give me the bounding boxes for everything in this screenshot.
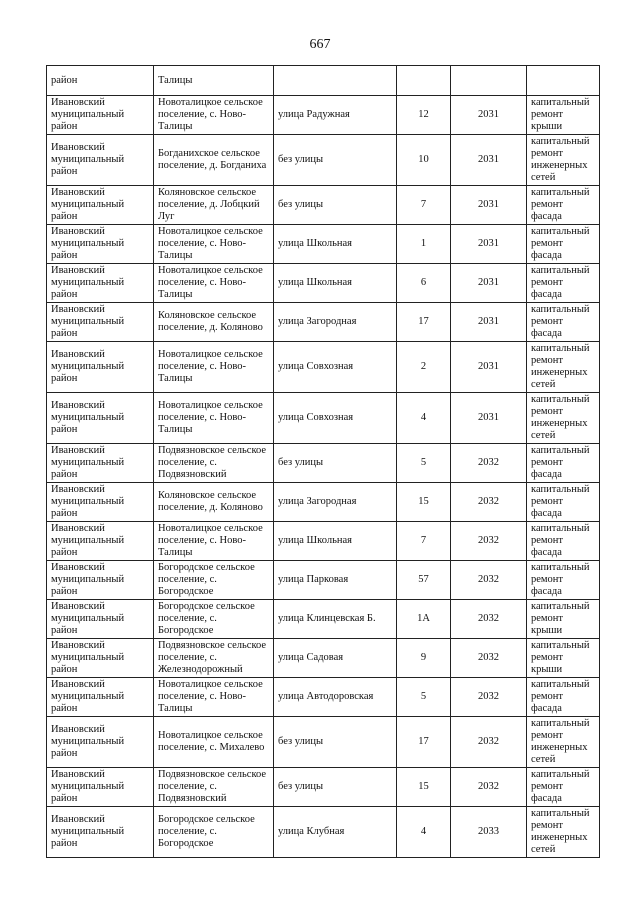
work-type-cell: капитальный ремонт инженерных сетей xyxy=(527,393,600,444)
year-cell: 2032 xyxy=(451,561,527,600)
year-cell: 2033 xyxy=(451,807,527,858)
year-cell: 2031 xyxy=(451,264,527,303)
house-number-cell: 7 xyxy=(397,186,451,225)
house-number-cell: 7 xyxy=(397,522,451,561)
work-type-cell: капитальный ремонт фасада xyxy=(527,483,600,522)
district-cell: Ивановский муниципальный район xyxy=(47,225,154,264)
work-type-cell: капитальный ремонт фасада xyxy=(527,522,600,561)
work-type-cell: капитальный ремонт инженерных сетей xyxy=(527,342,600,393)
year-cell: 2032 xyxy=(451,678,527,717)
table-row xyxy=(47,561,600,600)
district-cell: Ивановский муниципальный район xyxy=(47,96,154,135)
settlement-cell: Богородское сельское поселение, с. Богородское xyxy=(154,807,274,858)
settlement-cell: Новоталицкое сельское поселение, с. Михалево xyxy=(154,717,274,768)
house-number-cell: 17 xyxy=(397,717,451,768)
work-type-cell: капитальный ремонт фасада xyxy=(527,303,600,342)
street-cell: улица Школьная xyxy=(274,264,397,303)
settlement-cell: Богданихское сельское поселение, д. Богданиха xyxy=(154,135,274,186)
year-cell: 2032 xyxy=(451,600,527,639)
year-cell: 2031 xyxy=(451,342,527,393)
settlement-cell: Коляновское сельское поселение, д. Коляново xyxy=(154,303,274,342)
street-cell: без улицы xyxy=(274,135,397,186)
year-cell: 2031 xyxy=(451,303,527,342)
house-number-cell: 1А xyxy=(397,600,451,639)
house-number-cell: 57 xyxy=(397,561,451,600)
street-cell: улица Автодоровская xyxy=(274,678,397,717)
street-cell: без улицы xyxy=(274,768,397,807)
house-number-cell: 5 xyxy=(397,678,451,717)
street-cell: улица Совхозная xyxy=(274,342,397,393)
house-number-cell: 15 xyxy=(397,483,451,522)
table-row-continuation xyxy=(47,66,600,96)
work-type-cell: капитальный ремонт фасада xyxy=(527,186,600,225)
year-cell: 2032 xyxy=(451,768,527,807)
district-cell: Ивановский муниципальный район xyxy=(47,561,154,600)
house-number-cell: 15 xyxy=(397,768,451,807)
district-cell: Ивановский муниципальный район xyxy=(47,393,154,444)
work-type-cell: капитальный ремонт фасада xyxy=(527,561,600,600)
work-type-cell: капитальный ремонт крыши xyxy=(527,600,600,639)
table-row xyxy=(47,678,600,717)
district-cell: Ивановский муниципальный район xyxy=(47,303,154,342)
settlement-cell: Талицы xyxy=(154,66,274,96)
settlement-cell: Подвязновское сельское поселение, с. Подвязновский xyxy=(154,444,274,483)
house-number-cell: 5 xyxy=(397,444,451,483)
year-cell: 2031 xyxy=(451,96,527,135)
settlement-cell: Коляновское сельское поселение, д. Коляново xyxy=(154,483,274,522)
settlement-cell: Новоталицкое сельское поселение, с. Ново-Талицы xyxy=(154,678,274,717)
year-cell: 2031 xyxy=(451,225,527,264)
table-row xyxy=(47,807,600,858)
street-cell: без улицы xyxy=(274,186,397,225)
district-cell: Ивановский муниципальный район xyxy=(47,678,154,717)
work-type-cell: капитальный ремонт фасада xyxy=(527,225,600,264)
district-cell: Ивановский муниципальный район xyxy=(47,807,154,858)
street-cell: без улицы xyxy=(274,717,397,768)
street-cell: улица Клинцевская Б. xyxy=(274,600,397,639)
street-cell: улица Радужная xyxy=(274,96,397,135)
year-cell: 2032 xyxy=(451,717,527,768)
settlement-cell: Коляновское сельское поселение, д. Лобцкий Луг xyxy=(154,186,274,225)
house-number-cell xyxy=(397,66,451,96)
year-cell: 2032 xyxy=(451,522,527,561)
street-cell: улица Школьная xyxy=(274,225,397,264)
year-cell: 2032 xyxy=(451,483,527,522)
year-cell: 2032 xyxy=(451,444,527,483)
settlement-cell: Богородское сельское поселение, с. Богородское xyxy=(154,600,274,639)
district-cell: Ивановский муниципальный район xyxy=(47,135,154,186)
street-cell: улица Парковая xyxy=(274,561,397,600)
house-number-cell: 6 xyxy=(397,264,451,303)
house-number-cell: 9 xyxy=(397,639,451,678)
district-cell: Ивановский муниципальный район xyxy=(47,639,154,678)
table-row xyxy=(47,342,600,393)
work-type-cell: капитальный ремонт фасада xyxy=(527,444,600,483)
house-number-cell: 12 xyxy=(397,96,451,135)
work-type-cell: капитальный ремонт инженерных сетей xyxy=(527,135,600,186)
settlement-cell: Подвязновское сельское поселение, с. Подвязновский xyxy=(154,768,274,807)
table-row xyxy=(47,444,600,483)
street-cell: без улицы xyxy=(274,444,397,483)
house-number-cell: 2 xyxy=(397,342,451,393)
street-cell: улица Клубная xyxy=(274,807,397,858)
settlement-cell: Подвязновское сельское поселение, с. Железнодорожный xyxy=(154,639,274,678)
settlement-cell: Новоталицкое сельское поселение, с. Ново-Талицы xyxy=(154,342,274,393)
street-cell: улица Совхозная xyxy=(274,393,397,444)
district-cell: Ивановский муниципальный район xyxy=(47,600,154,639)
house-number-cell: 17 xyxy=(397,303,451,342)
year-cell xyxy=(451,66,527,96)
table-row xyxy=(47,483,600,522)
street-cell: улица Загородная xyxy=(274,483,397,522)
repair-schedule-table xyxy=(46,65,600,858)
settlement-cell: Новоталицкое сельское поселение, с. Ново-Талицы xyxy=(154,522,274,561)
table-row xyxy=(47,96,600,135)
street-cell: улица Загородная xyxy=(274,303,397,342)
district-cell: Ивановский муниципальный район xyxy=(47,342,154,393)
table-row xyxy=(47,135,600,186)
street-cell: улица Садовая xyxy=(274,639,397,678)
settlement-cell: Новоталицкое сельское поселение, с. Ново-Талицы xyxy=(154,393,274,444)
table-row xyxy=(47,225,600,264)
house-number-cell: 1 xyxy=(397,225,451,264)
work-type-cell: капитальный ремонт инженерных сетей xyxy=(527,717,600,768)
table-row xyxy=(47,522,600,561)
table-row xyxy=(47,264,600,303)
table-row xyxy=(47,639,600,678)
table-row xyxy=(47,303,600,342)
settlement-cell: Новоталицкое сельское поселение, с. Ново-Талицы xyxy=(154,225,274,264)
work-type-cell: капитальный ремонт крыши xyxy=(527,639,600,678)
district-cell: Ивановский муниципальный район xyxy=(47,768,154,807)
street-cell xyxy=(274,66,397,96)
district-cell: Ивановский муниципальный район xyxy=(47,444,154,483)
year-cell: 2031 xyxy=(451,186,527,225)
page-number: 667 xyxy=(309,37,331,52)
house-number-cell: 4 xyxy=(397,807,451,858)
work-type-cell: капитальный ремонт фасада xyxy=(527,678,600,717)
table-row xyxy=(47,393,600,444)
year-cell: 2032 xyxy=(451,639,527,678)
table-row xyxy=(47,600,600,639)
settlement-cell: Новоталицкое сельское поселение, с. Ново-Талицы xyxy=(154,96,274,135)
district-cell: Ивановский муниципальный район xyxy=(47,483,154,522)
street-cell: улица Школьная xyxy=(274,522,397,561)
work-type-cell: капитальный ремонт инженерных сетей xyxy=(527,807,600,858)
table-row xyxy=(47,768,600,807)
work-type-cell: капитальный ремонт фасада xyxy=(527,768,600,807)
year-cell: 2031 xyxy=(451,135,527,186)
district-cell: Ивановский муниципальный район xyxy=(47,186,154,225)
district-cell: Ивановский муниципальный район xyxy=(47,522,154,561)
house-number-cell: 4 xyxy=(397,393,451,444)
district-cell: район xyxy=(47,66,154,96)
table-row xyxy=(47,186,600,225)
work-type-cell: капитальный ремонт крыши xyxy=(527,96,600,135)
year-cell: 2031 xyxy=(451,393,527,444)
district-cell: Ивановский муниципальный район xyxy=(47,264,154,303)
settlement-cell: Новоталицкое сельское поселение, с. Ново-Талицы xyxy=(154,264,274,303)
district-cell: Ивановский муниципальный район xyxy=(47,717,154,768)
table-row xyxy=(47,717,600,768)
work-type-cell: капитальный ремонт фасада xyxy=(527,264,600,303)
settlement-cell: Богородское сельское поселение, с. Богородское xyxy=(154,561,274,600)
house-number-cell: 10 xyxy=(397,135,451,186)
work-type-cell xyxy=(527,66,600,96)
